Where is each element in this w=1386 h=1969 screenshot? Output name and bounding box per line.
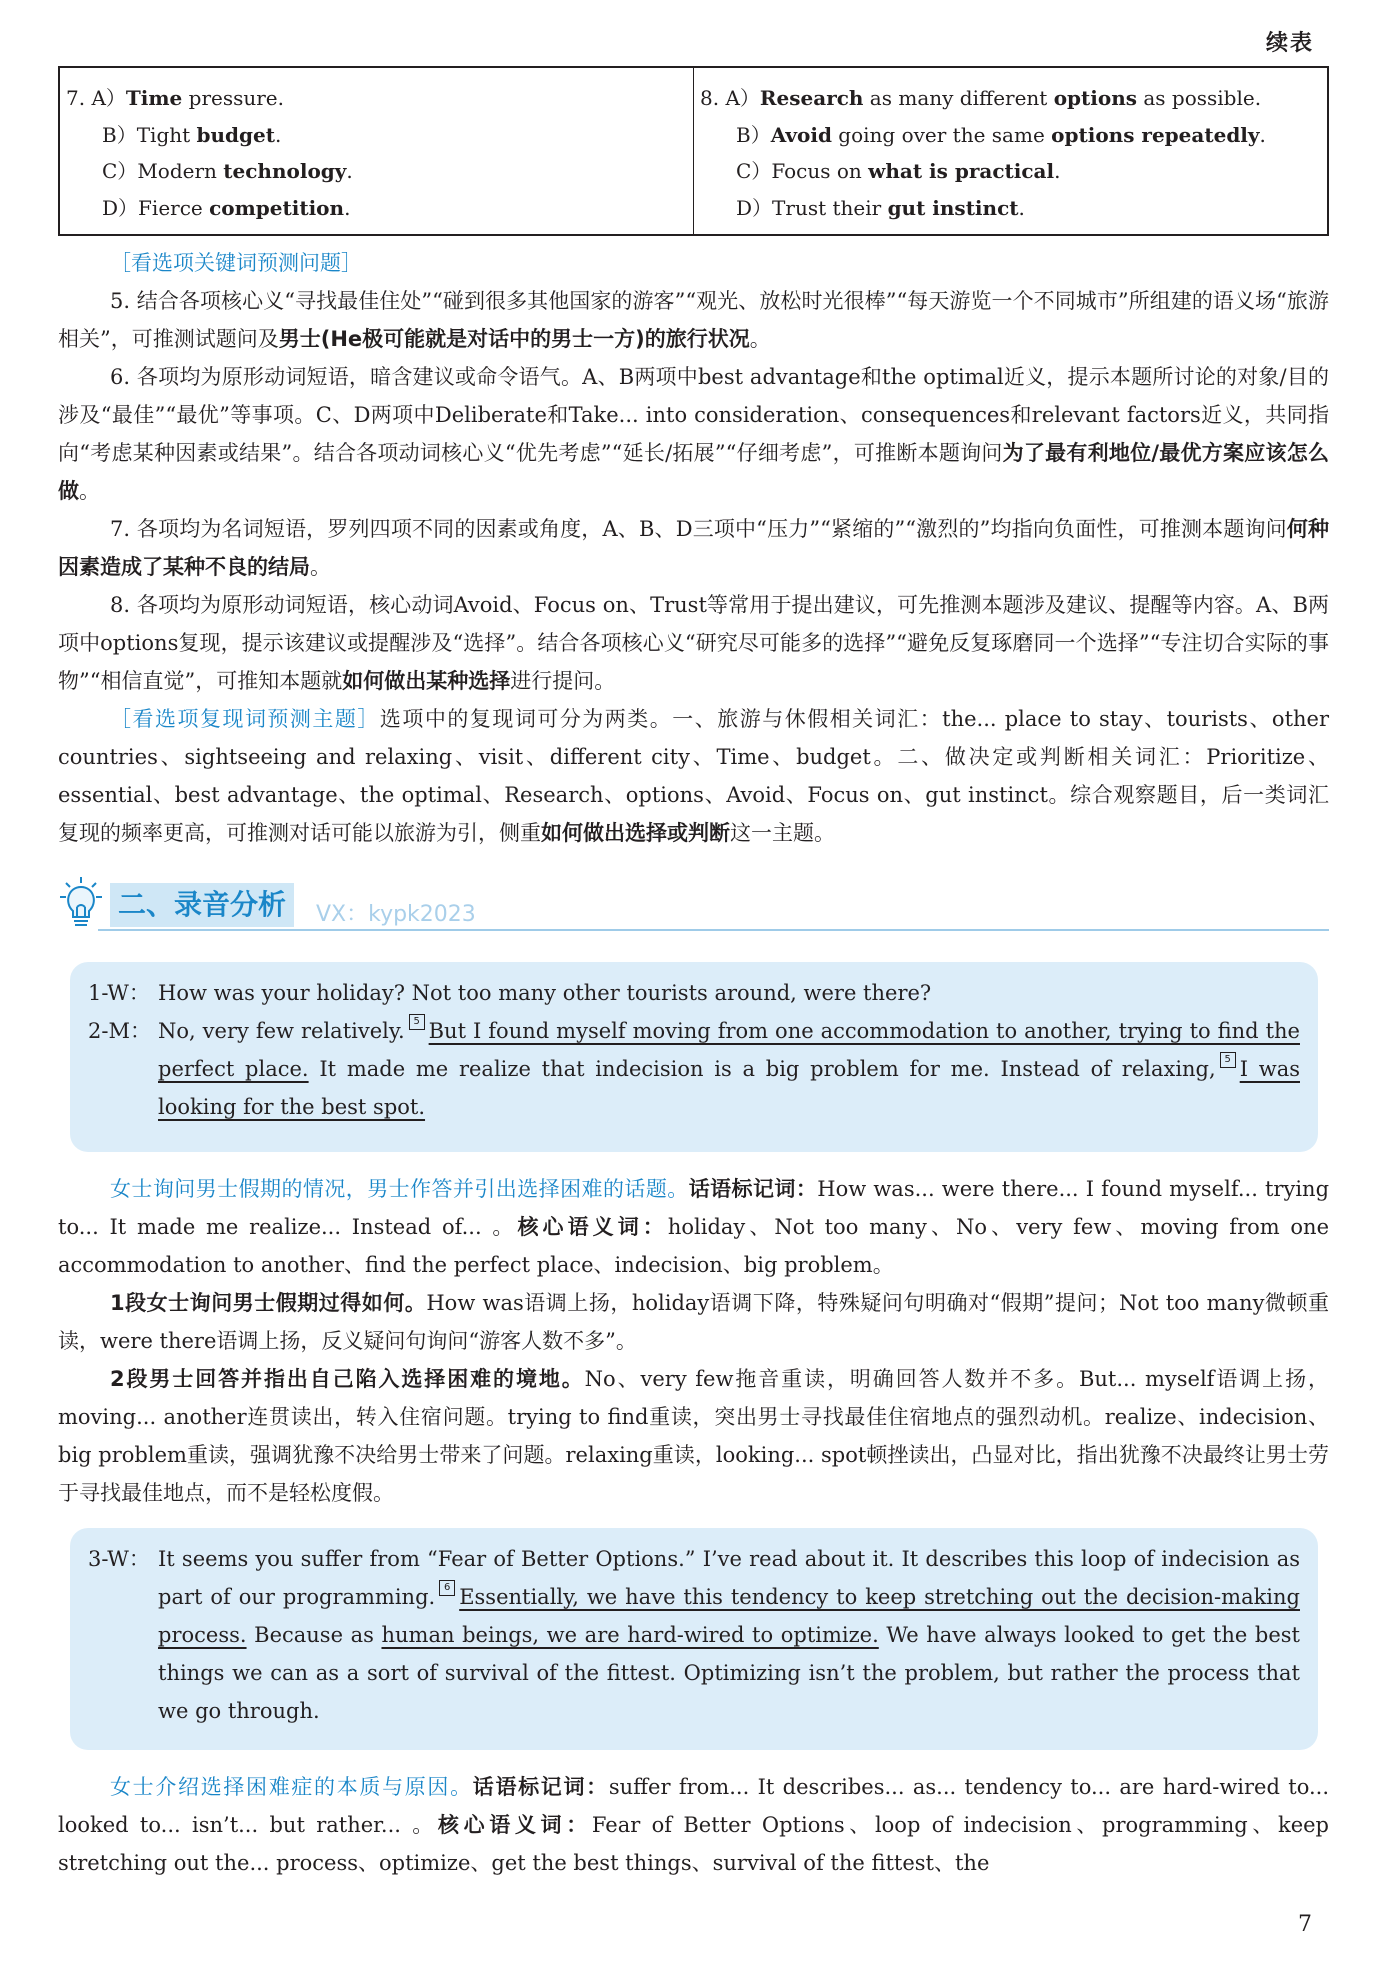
analysis-q7: 7. 各项均为名词短语，罗列四项不同的因素或角度，A、B、D三项中“压力”“紧缩的”“激烈的”均指向负面性，可推测本题询问何种因素造成了某种不良的结局。 bbox=[58, 517, 1330, 579]
question-number-marker: 6 bbox=[439, 1580, 455, 1596]
dialogue-box-2 bbox=[70, 1528, 1318, 1750]
question-number-marker: 5 bbox=[409, 1014, 425, 1030]
theme-tag: ［看选项复现词预测主题］ bbox=[110, 707, 380, 731]
analysis-q5: 5. 结合各项核心义“寻找最佳住处”“碰到很多其他国家的游客”“观光、放松时光很棒”“每天游览一个不同城市”所组建的语义场“旅游相关”，可推测试题问及男士(He极可能就是对话中的男士一方)的旅行状况。 bbox=[58, 289, 1329, 351]
q7-option-d: D）Fierce competition. bbox=[102, 195, 351, 220]
section-header bbox=[58, 875, 1329, 931]
page-number: 7 bbox=[1298, 1912, 1312, 1937]
speaker-label: 1-W： bbox=[88, 981, 150, 1005]
continued-label: 续表 bbox=[1265, 31, 1314, 56]
question-number-marker: 5 bbox=[1220, 1052, 1236, 1068]
q8-option-b: B）Avoid going over the same options repeatedly. bbox=[736, 122, 1266, 147]
predict-heading: ［看选项关键词预测问题］ bbox=[110, 251, 362, 275]
analysis-dialogue-1: 女士询问男士假期的情况，男士作答并引出选择困难的话题。话语标记词：How was... were there... I found myself... trying to... It made me realize... Instead of... 。核心语义词：holiday、Not too many、No、very few、moving from one accommodation to another、find the perfect place、indecision、big problem。 bbox=[58, 1177, 1330, 1277]
analysis-paragraph-1: 1段女士询问男士假期过得如何。How was语调上扬，holiday语调下降，特殊疑问句明确对“假期”提问；Not too many微顿重读，were there语调上扬，反义疑问句询问“游客人数不多”。 bbox=[58, 1291, 1329, 1353]
section-title: 二、录音分析 bbox=[110, 883, 294, 927]
section-divider bbox=[98, 929, 1329, 931]
q7-option-a: 7. A）Time pressure. bbox=[66, 86, 284, 110]
watermark-text: VX：kypk2023 bbox=[316, 902, 476, 927]
q8-option-a: 8. A）Research as many different options as possible. bbox=[700, 86, 1262, 110]
predict-heading-block bbox=[58, 244, 1329, 282]
q7-option-c: C）Modern technology. bbox=[102, 159, 353, 183]
speaker-label: 2-M： bbox=[88, 1019, 151, 1043]
lightbulb-icon bbox=[58, 875, 104, 931]
analysis-q6: 6. 各项均为原形动词短语，暗含建议或命令语气。A、B两项中best advantage和the optimal近义，提示本题所讨论的对象/目的涉及“最佳”“最优”等事项。C、D两项中Deliberate和Take... into consideration、consequences和relevant factors近义，共同指向“考虑某种因素或结果”。结合各项动词核心义“优先考虑”“延长/拓展”“仔细考虑”，可推断本题询问为了最有利地位/最优方案应该怎么做。 bbox=[58, 365, 1329, 503]
options-table bbox=[58, 66, 1329, 236]
dialogue-line-3: 3-W： It seems you suffer from “Fear of Better Options.” I’ve read about it. It describes this loop of indecision as part of our programming. 6 Essentially, we have this tendency to keep stretching out the decision-making process. Because as human beings, we are hard-wired to optimize. We have always looked to get the best things we can as a sort of survival of the fittest. Optimizing isn’t the problem, but rather the process that we go through. bbox=[88, 1540, 1300, 1730]
q7-options bbox=[60, 68, 693, 234]
analysis-dialogue-2: 女士介绍选择困难症的本质与原因。话语标记词：suffer from... It describes... as... tendency to... are hard-wired to... looked to... isn’t... but rather... 。核心语义词：Fear of Better Options、loop of indecision、programming、keep stretching out the... process、optimize、get the best things、survival of the fittest、the bbox=[58, 1775, 1330, 1875]
q8-option-c: C）Focus on what is practical. bbox=[736, 159, 1061, 183]
dialogue-box-1 bbox=[70, 962, 1318, 1152]
speaker-label: 3-W： bbox=[88, 1547, 150, 1571]
q8-option-d: D）Trust their gut instinct. bbox=[736, 195, 1025, 220]
dialogue-line-1: 1-W： How was your holiday? Not too many other tourists around, were there? bbox=[88, 974, 1300, 1012]
theme-prediction: ［看选项复现词预测主题］选项中的复现词可分为两类。一、旅游与休假相关词汇：the... place to stay、tourists、other countries、sightseeing and relaxing、visit、different city、Time、budget。二、做决定或判断相关词汇：Prioritize、essential、best advantage、the optimal、Research、options、Avoid、Focus on、gut instinct。综合观察题目，后一类词汇复现的频率更高，可推测对话可能以旅游为引，侧重如何做出选择或判断这一主题。 bbox=[58, 707, 1330, 845]
dialogue-line-2: 2-M： No, very few relatively. 5 But I found myself moving from one accommodation to another, trying to find the perfect place. It made me realize that indecision is a big problem for me. Instead of relaxing, 5 I was looking for the best spot. bbox=[88, 1012, 1300, 1126]
analysis-paragraph-2: 2段男士回答并指出自己陷入选择困难的境地。No、very few拖音重读，明确回答人数并不多。But... myself语调上扬，moving... another连贯读出，转入住宿问题。trying to find重读，突出男士寻找最佳住宿地点的强烈动机。realize、indecision、big problem重读，强调犹豫不决给男士带来了问题。relaxing重读，looking... spot顿挫读出，凸显对比，指出犹豫不决最终让男士劳于寻找最佳地点，而不是轻松度假。 bbox=[58, 1367, 1329, 1505]
q7-option-b: B）Tight budget. bbox=[102, 122, 282, 147]
analysis-q8: 8. 各项均为原形动词短语，核心动词Avoid、Focus on、Trust等常用于提出建议，可先推测本题涉及建议、提醒等内容。A、B两项中options复现，提示该建议或提醒涉及“选择”。结合各项核心义“研究尽可能多的选择”“避免反复琢磨同一个选择”“专注切合实际的事物”“相信直觉”，可推知本题就如何做出某种选择进行提问。 bbox=[58, 593, 1329, 693]
q8-options bbox=[693, 68, 1327, 234]
